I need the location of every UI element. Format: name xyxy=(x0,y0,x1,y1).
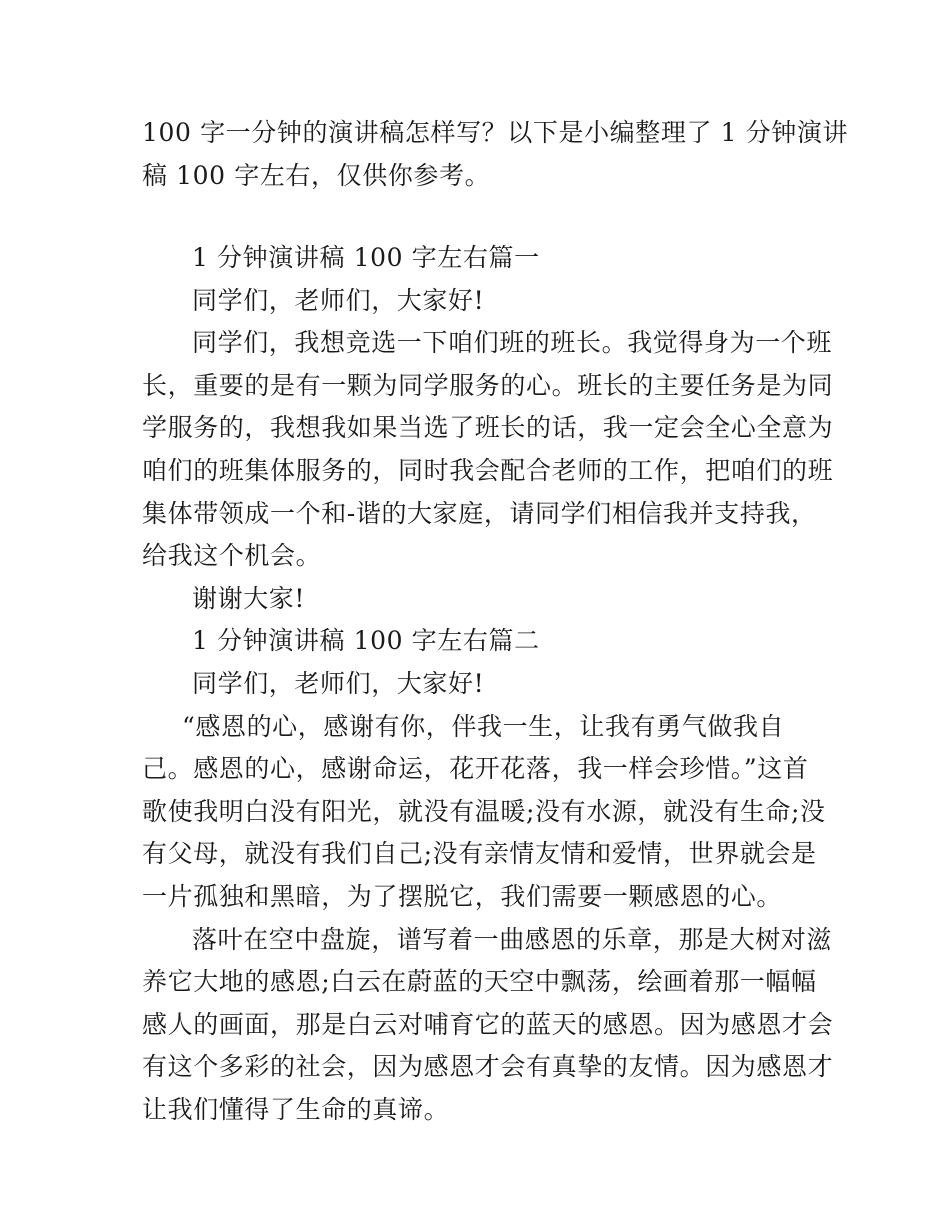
text-line: 稿 100 字左右，仅供你参考。 xyxy=(142,160,491,190)
text-line: 100 字一分钟的演讲稿怎样写？以下是小编整理了 1 分钟演讲 xyxy=(142,118,849,147)
text-line: 一片孤独和黑暗，为了摆脱它，我们需要一颗感恩的心。 xyxy=(142,881,783,911)
text-line: 咱们的班集体服务的，同时我会配合老师的工作，把咱们的班 xyxy=(142,455,834,485)
text-line: 集体带领成一个和-谐的大家庭，请同学们相信我并支持我， xyxy=(142,498,817,528)
greeting-line: 同学们，老师们，大家好! xyxy=(192,668,485,698)
text-line: 让我们懂得了生命的真谛。 xyxy=(142,1094,450,1124)
text-line: 学服务的，我想我如果当选了班长的话，我一定会全心全意为 xyxy=(142,413,834,443)
text-line: 歌使我明白没有阳光，就没有温暖;没有水源，就没有生命;没 xyxy=(142,796,826,826)
intro-paragraph xyxy=(142,112,849,197)
speech-body xyxy=(142,237,834,1131)
text-line: 有父母，就没有我们自己;没有亲情友情和爱情，世界就会是 xyxy=(142,839,817,869)
section-heading-1: 1 分钟演讲稿 100 字左右篇一 xyxy=(192,243,540,272)
text-line: 同学们，我想竞选一下咱们班的班长。我觉得身为一个班 xyxy=(192,328,833,358)
text-line: 己。感恩的心，感谢命运，花开花落，我一样会珍惜。”这首 xyxy=(142,754,809,784)
text-line: 长，重要的是有一颗为同学服务的心。班长的主要任务是为同 xyxy=(142,370,834,400)
closing-line: 谢谢大家! xyxy=(192,583,306,613)
text-line: 感人的画面，那是白云对哺育它的蓝天的感恩。因为感恩才会 xyxy=(142,1009,834,1039)
text-line: “感恩的心，感谢有你，伴我一生，让我有勇气做我自 xyxy=(182,711,785,741)
text-line: 落叶在空中盘旋，谱写着一曲感恩的乐章，那是大树对滋 xyxy=(192,924,833,954)
text-line: 养它大地的感恩;白云在蔚蓝的天空中飘荡，绘画着那一幅幅 xyxy=(142,967,817,997)
section-heading-2: 1 分钟演讲稿 100 字左右篇二 xyxy=(192,626,540,656)
greeting-line: 同学们，老师们，大家好! xyxy=(192,285,485,315)
text-line: 给我这个机会。 xyxy=(142,541,322,571)
text-line: 有这个多彩的社会，因为感恩才会有真挚的友情。因为感恩才 xyxy=(142,1052,834,1082)
